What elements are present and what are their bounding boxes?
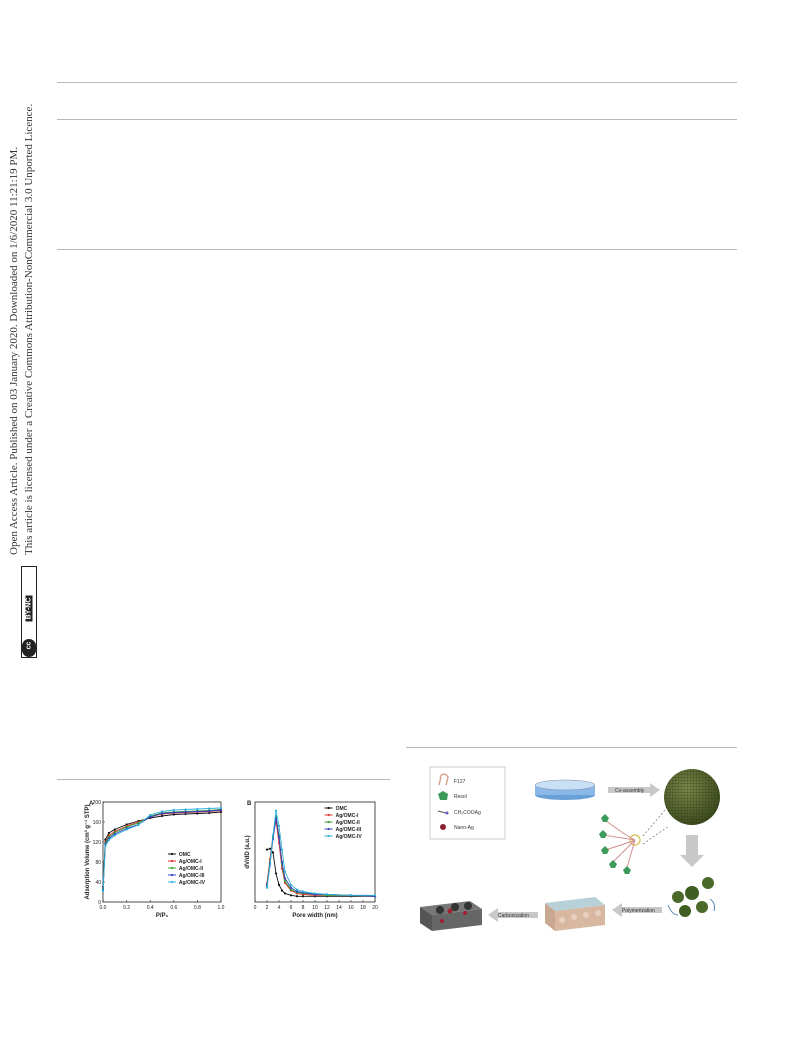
data-point bbox=[108, 832, 110, 834]
section-rule bbox=[57, 249, 737, 250]
legend-label: Ag/OMC-I bbox=[178, 858, 202, 865]
legend-label: Ag/OMC-IV bbox=[335, 833, 362, 840]
data-point bbox=[220, 809, 222, 811]
legend-marker bbox=[171, 867, 173, 869]
legend-marker bbox=[171, 881, 173, 883]
x-tick-label: 12 bbox=[324, 905, 330, 911]
x-tick-label: 4 bbox=[277, 905, 281, 911]
carbon-framework-icon bbox=[420, 901, 482, 931]
y-tick-label: 120 bbox=[92, 839, 101, 846]
x-tick-label: 0.0 bbox=[99, 905, 107, 911]
legend-label: Ag/OMC-II bbox=[178, 865, 204, 872]
data-point bbox=[326, 893, 328, 895]
license-line[interactable]: This article is licensed under a Creative Commons Attribution-NonCommercial 3.0 Unported Licence. bbox=[23, 103, 35, 555]
x-tick-label: 0.2 bbox=[123, 905, 131, 911]
x-tick-label: 16 bbox=[348, 905, 354, 911]
data-point bbox=[272, 851, 274, 853]
data-point bbox=[374, 894, 376, 896]
nano-ag-label: Nano-Ag bbox=[454, 825, 474, 831]
data-point bbox=[290, 887, 292, 889]
x-tick-label: 10 bbox=[312, 905, 318, 911]
data-point bbox=[185, 808, 187, 810]
resol-label: Resol bbox=[454, 794, 467, 800]
synthesis-scheme bbox=[410, 755, 740, 945]
data-point bbox=[185, 811, 187, 813]
x-tick-label: 0.6 bbox=[170, 905, 178, 911]
y-tick-label: 160 bbox=[92, 819, 101, 826]
data-point bbox=[161, 810, 163, 812]
data-point bbox=[272, 834, 274, 836]
panel-label: B bbox=[247, 801, 252, 807]
license-sidebar bbox=[0, 0, 45, 1039]
x-axis-label: P/P₀ bbox=[155, 913, 169, 919]
data-point bbox=[281, 861, 283, 863]
y-tick-label: 40 bbox=[95, 879, 101, 886]
legend-marker bbox=[328, 821, 330, 823]
legend-label: OMC bbox=[178, 851, 191, 858]
top-rule bbox=[57, 82, 737, 83]
data-point bbox=[302, 890, 304, 892]
data-point bbox=[161, 815, 163, 817]
y-axis-label: Adsorption Volume (cm³ g⁻¹ STP) bbox=[85, 804, 91, 900]
panel-b-pore-distribution bbox=[245, 801, 378, 919]
x-tick-label: 18 bbox=[360, 905, 366, 911]
data-point bbox=[114, 834, 116, 836]
legend-label: Ag/OMC-I bbox=[335, 812, 359, 819]
figure-right-rule bbox=[406, 747, 737, 748]
data-point bbox=[296, 895, 298, 897]
data-point bbox=[208, 807, 210, 809]
data-point bbox=[296, 890, 298, 892]
x-tick-label: 2 bbox=[265, 905, 269, 911]
data-point bbox=[173, 809, 175, 811]
data-point bbox=[278, 836, 280, 838]
data-point bbox=[208, 810, 210, 812]
panel-label: A bbox=[89, 801, 94, 807]
f127-label: F127 bbox=[454, 779, 466, 785]
open-access-line: Open Access Article. Published on 03 January 2020. Downloaded on 1/6/2020 11:21:19 PM. bbox=[8, 146, 20, 555]
polymerization-label: Polymerization bbox=[622, 908, 655, 914]
data-point bbox=[314, 892, 316, 894]
legend-marker bbox=[328, 807, 330, 809]
data-point bbox=[278, 884, 280, 886]
data-point bbox=[275, 809, 277, 811]
legend-marker bbox=[328, 828, 330, 830]
down-arrow bbox=[680, 835, 704, 867]
y-tick-label: 0 bbox=[98, 899, 101, 906]
by-nc-label: BY-NC bbox=[26, 596, 33, 622]
data-point bbox=[173, 811, 175, 813]
y-tick-label: 80 bbox=[95, 859, 101, 866]
x-tick-label: 8 bbox=[301, 905, 305, 911]
data-point bbox=[275, 872, 277, 874]
data-point bbox=[284, 877, 286, 879]
legend-marker bbox=[171, 874, 173, 876]
polymer-spheres-icon bbox=[668, 877, 715, 917]
legend-marker bbox=[171, 860, 173, 862]
x-tick-label: 1.0 bbox=[217, 905, 225, 911]
legend-label: OMC bbox=[335, 805, 348, 812]
data-point bbox=[108, 839, 110, 841]
nano-ag-icon bbox=[440, 824, 446, 830]
cc-license-badge[interactable] bbox=[21, 566, 37, 658]
data-point bbox=[290, 884, 292, 886]
x-tick-label: 0.4 bbox=[146, 905, 154, 911]
data-point bbox=[137, 824, 139, 826]
legend-label: Ag/OMC-III bbox=[178, 872, 205, 879]
cc-icon: cc bbox=[22, 639, 36, 657]
data-point bbox=[290, 889, 292, 891]
x-tick-label: 0 bbox=[253, 905, 257, 911]
sorption-figure bbox=[55, 790, 390, 930]
micelle-structure-icon bbox=[599, 810, 669, 874]
legend-marker bbox=[171, 853, 173, 855]
x-axis-label: Pore width (nm) bbox=[292, 913, 338, 919]
data-point bbox=[149, 814, 151, 816]
data-point bbox=[281, 849, 283, 851]
data-point bbox=[278, 825, 280, 827]
data-point bbox=[102, 890, 104, 892]
x-tick-label: 0.8 bbox=[193, 905, 201, 911]
x-tick-label: 20 bbox=[372, 905, 378, 911]
figure-left-rule bbox=[57, 779, 390, 780]
data-point bbox=[220, 807, 222, 809]
legend-label: Ag/OMC-III bbox=[335, 826, 362, 833]
data-point bbox=[281, 889, 283, 891]
data-point bbox=[302, 895, 304, 897]
x-tick-label: 14 bbox=[336, 905, 342, 911]
data-point bbox=[114, 828, 116, 830]
co-assembly-label: Co-assembly bbox=[615, 788, 645, 794]
y-axis-label: dV/dD (a.u.) bbox=[245, 835, 251, 869]
legend-marker bbox=[328, 814, 330, 816]
data-point bbox=[269, 865, 271, 867]
data-point bbox=[104, 845, 106, 847]
data-point bbox=[196, 808, 198, 810]
data-point bbox=[350, 894, 352, 896]
data-point bbox=[196, 810, 198, 812]
data-point bbox=[126, 828, 128, 830]
data-point bbox=[284, 892, 286, 894]
legend-marker bbox=[328, 835, 330, 837]
legend-label: Ag/OMC-IV bbox=[178, 879, 206, 886]
data-point bbox=[161, 812, 163, 814]
data-point bbox=[266, 849, 268, 851]
legend-label: Ag/OMC-II bbox=[335, 819, 360, 826]
ch3cooag-label: CH₃COOAg bbox=[454, 810, 481, 816]
data-point bbox=[284, 870, 286, 872]
carbonization-label: Carbonization bbox=[498, 913, 529, 919]
header-rule bbox=[57, 119, 737, 120]
data-point bbox=[296, 889, 298, 891]
y-tick-label: 200 bbox=[92, 799, 101, 806]
x-tick-label: 6 bbox=[289, 905, 293, 911]
data-point bbox=[284, 880, 286, 882]
panel-a-isotherm bbox=[84, 800, 225, 919]
data-point bbox=[290, 894, 292, 896]
data-point bbox=[266, 887, 268, 889]
polymer-block-icon bbox=[545, 897, 605, 931]
